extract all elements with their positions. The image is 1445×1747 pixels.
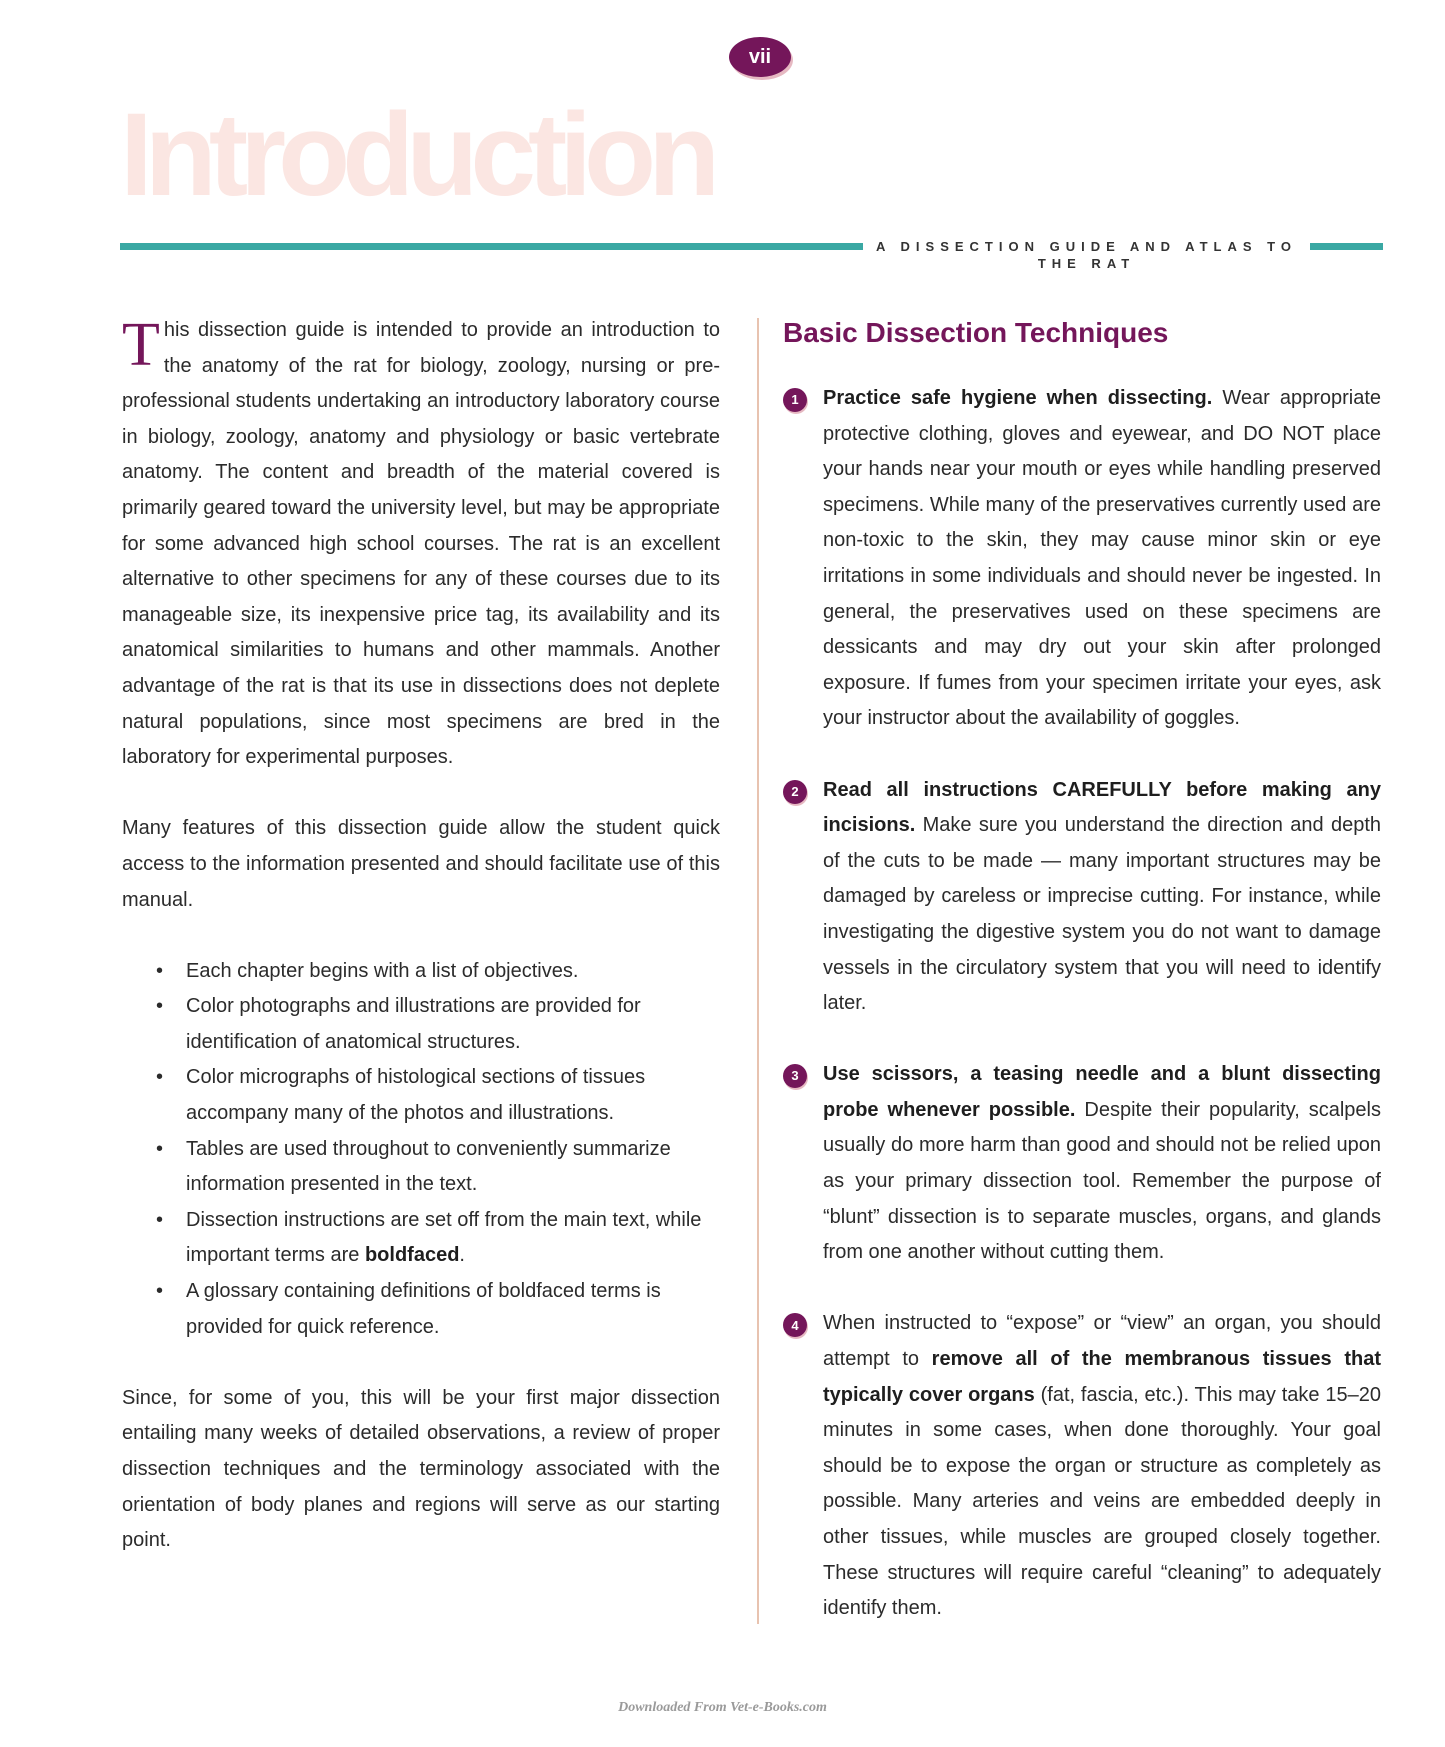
closing-paragraph: Since, for some of you, this will be your first major dissection entailing many weeks of detailed observations, a review of proper dissection techniques and the terminology associated with the orientation of body planes and regions will serve as our starting point. (122, 1386, 720, 1552)
page-number-badge: vii (729, 37, 791, 77)
list-item (156, 1274, 720, 1345)
list-item (156, 1203, 720, 1274)
right-column (783, 313, 1381, 1662)
bold-term: boldfaced (364, 1244, 460, 1267)
header-rule-left (120, 243, 863, 250)
technique-step-1 (783, 381, 1381, 737)
technique-step-4 (783, 1306, 1381, 1626)
step-emphasis: remove all of the membranous tissues that typically cover organs (823, 1348, 1381, 1406)
step-number-icon: 4 (783, 1313, 807, 1337)
list-item (156, 1060, 720, 1131)
bullet-icon: • (156, 1066, 164, 1089)
list-item (156, 989, 720, 1060)
technique-step-2 (783, 773, 1381, 1022)
step-lead: Use scissors, a teasing needle and a blunt dissecting probe whenever possible. (823, 1063, 1381, 1121)
list-item-text: Color photographs and illustrations are provided for identification of anatomical structures. (186, 995, 641, 1053)
step-lead: Read all instructions CAREFULLY before making any incisions. (823, 778, 1381, 837)
technique-step-3 (783, 1057, 1381, 1271)
intro-paragraph-text: his dissection guide is intended to provide an introduction to the anatomy of the rat for biology, zoology, nursing or pre-professional students undertaking an introductory laboratory course in biology, zoology, anatomy and physiology or basic vertebrate anatomy. The content and breadth of the material covered is primarily geared toward the university level, but may be appropriate for some advanced high school courses. The rat is an excellent alternative to other specimens for any of these courses due to its manageable size, its inexpensive price tag, its availability and its anatomical similarities to humans and other mammals. Another advantage of the rat is that its use in dissections does not deplete natural populations, since most specimens are bred in the laboratory for experimental purposes. (122, 319, 720, 769)
features-list (122, 954, 720, 1346)
step-number-icon: 3 (783, 1064, 807, 1088)
list-item-text: Dissection instructions are set off from the main text, while important terms are (186, 1208, 702, 1267)
drop-cap: T (122, 311, 160, 379)
section-heading: Basic Dissection Techniques (783, 317, 1169, 348)
list-item (156, 1132, 720, 1203)
step-text-intro: When instructed to “expose” or “view” an organ, you should attempt to (823, 1312, 1381, 1371)
list-item (156, 954, 720, 990)
list-item-text: Each chapter begins with a list of objectives. (186, 959, 579, 982)
features-paragraph: Many features of this dissection guide allow the student quick access to the information presented and should facilitate use of this manual. (122, 817, 720, 911)
bullet-icon: • (156, 1280, 164, 1303)
intro-paragraph (122, 313, 720, 776)
step-text: (fat, fascia, etc.). This may take 15–20 minutes in some cases, when done thoroughly. Your goal should be to expose the organ or structure as completely as possible. Many arteries and veins are embedded deeply in other tissues, while muscles are grouped closely together. These structures will require careful “cleaning” to adequately identify them. (823, 1383, 1382, 1620)
step-lead: Practice safe hygiene when dissecting. (823, 387, 1213, 409)
column-divider (757, 318, 759, 1624)
bullet-icon: • (156, 1208, 164, 1231)
step-text: Despite their popularity, scalpels usually do more harm than good and should not be relied upon as your primary dissection tool. Remember the purpose of “blunt” dissection is to separate muscles, organs, and glands from one another without cutting them. (823, 1098, 1381, 1264)
bullet-icon: • (156, 1137, 164, 1160)
list-item-text: Color micrographs of histological sections of tissues accompany many of the photos and illustrations. (186, 1066, 646, 1125)
step-number-icon: 1 (783, 388, 807, 412)
footer-watermark: Downloaded From Vet-e-Books.com (618, 1700, 827, 1715)
chapter-title: Introduction (120, 89, 713, 221)
step-text: Wear appropriate protective clothing, gloves and eyewear, and DO NOT place your hands near your mouth or eyes while handling preserved specimens. While many of the preservatives currently used are non-toxic to the skin, they may cause minor skin or eye irritations in some individuals and should never be ingested. In general, the preservatives used on these specimens are dessicants and may dry out your skin after prolonged exposure. If fumes from your specimen irritate your eyes, ask your instructor about the availability of goggles. (823, 387, 1382, 730)
header-rule-right (1310, 243, 1383, 250)
running-head: A DISSECTION GUIDE AND ATLAS TO THE RAT (876, 239, 1297, 271)
left-column (122, 313, 720, 1559)
list-item-text: Tables are used throughout to conveniently summarize information presented in the text. (186, 1137, 671, 1196)
bullet-icon: • (156, 995, 164, 1018)
list-item-text: A glossary containing definitions of boldfaced terms is provided for quick reference. (186, 1280, 661, 1338)
list-item-text-end: . (459, 1244, 465, 1267)
bullet-icon: • (156, 959, 164, 982)
step-number-icon: 2 (783, 780, 807, 804)
step-text: Make sure you understand the direction and depth of the cuts to be made — many important structures may be damaged by careless or imprecise cutting. For instance, while investigating the digestive system you do not want to damage vessels in the circulatory system that you will need to identify later. (823, 814, 1381, 1015)
